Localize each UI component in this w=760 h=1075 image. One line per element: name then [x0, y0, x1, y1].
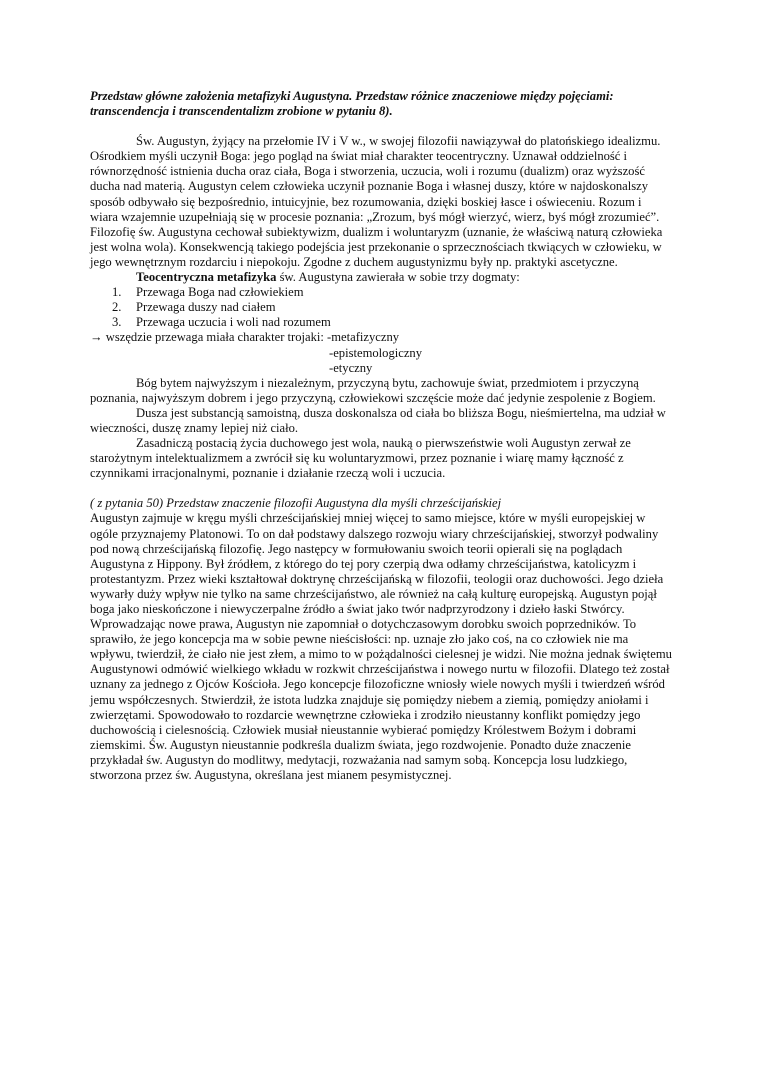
list-item: [90, 315, 672, 330]
list-number: 2.: [112, 300, 122, 315]
paragraph-augustyn-intro: Św. Augustyn, żyjący na przełomie IV i V w., w swojej filozofii nawiązywał do platońskiego idealizmu. Ośrodkiem myśli uczynił Boga: jego pogląd na świat miał charakter teocentryczny. Uznawał oddzielność i równorzędność istnienia ducha oraz ciała, Boga i stworzenia, uczucia, woli i rozumu (dualizm) oraz wyższość ducha nad materią. Augustyn celem człowieka uczynił poznanie Boga i własnej duszy, które w najdoskonalszy sposób odbywało się bezpośrednio, intuicyjnie, bez rozumowania, dzięki boskiej łasce i oświeceniu. Rozum i wiara wzajemnie uzupełniają się w procesie poznania: „Zrozum, byś mógł wierzyć, wierz, byś mógł zrozumieć”. Filozofię św. Augustyna cechował subiektywizm, dualizm i woluntaryzm (uznanie, że właściwą naturą człowieka jest wolna wola). Konsekwencją takiego podejścia jest przekonanie o sprzecznościach tkwiących w człowieku, w jego wewnętrznym rozdarciu i niepokoju. Zgodne z duchem augustynizmu były np. praktyki ascetyczne.: [90, 134, 663, 269]
list-item: [90, 285, 672, 300]
question-1-title: Przedstaw główne założenia metafizyki Augustyna. Przedstaw różnice znaczeniowe między pojęciami: transcendencja i transcendentalizm zrobione w pytaniu 8).: [90, 89, 614, 119]
arrow-line-text: wszędzie przewaga miała charakter trojaki: -metafizyczny: [102, 330, 400, 345]
spacer: [90, 481, 672, 496]
metaphysics-rest: św. Augustyna zawierała w sobie trzy dogmaty:: [276, 270, 520, 285]
list-number: 1.: [112, 285, 122, 300]
paragraph-metaphysics: [90, 270, 672, 285]
paragraph-christian-thought: Augustyn zajmuje w kręgu myśli chrześcijańskiej mniej więcej to samo miejsce, które w myśli europejskiej w ogóle przyznajemy Platonowi. To on dał podstawy dalszego rozwoju wiary chrześcijańskiej, stworzył podwaliny pod nową chrześcijańską filozofię. Jego następcy w formułowaniu swoich teorii opierali się na poglądach Augustyna z Hippony. Był źródłem, z którego do tej pory czerpią dwa odłamy chrześcijaństwa, katolicyzm i protestantyzm. Przez wieki kształtował doktrynę chrześcijańską w filozofii, teologii oraz duchowości. Jego dzieła wywarły duży wpływ nie tylko na same chrześcijaństwo, ale również na całą kulturę europejską. Augustyn pojął boga jako nieskończone i niewyczerpalne źródło a świat jako twór nadprzyrodzony i dzieło łaski Stwórcy. Wprowadzając nowe prawa, Augustyn nie zapomniał o dotychczasowym dorobku swoich poprzedników. To sprawiło, że jego koncepcja ma w sobie pewne nieścisłości: np. uznaje zło jako coś, na co człowiek nie ma wpływu, twierdził, że ciało nie jest złem, a mimo to w pożądalności cielesnej je widzi. Nie można jednak świętemu Augustynowi odmówić wielkiego wkładu w rozkwit chrześcijaństwa i nowego nurtu w filozofii. Dlatego też został uznany za jednego z Ojców Kościoła. Jego koncepcje filozoficzne wniosły wiele nowych myśli i twierdzeń wśród jemu współczesnych. Stwierdził, że istota ludzka znajduje się pomiędzy niebem a ziemią, pomiędzy aniołami i zwierzętami. Spowodowało to rozdarcie wewnętrzne człowieka i zrodziło nieustanny konflikt pomiędzy jego duchowością i cielesnością. Człowiek musiał nieustannie wybierać pomiędzy Królestwem Bożym i dobrami ziemskimi. Św. Augustyn nieustannie podkreśla dualizm świata, jego rozdwojenie. Ponadto duże znaczenie przykładał św. Augustyn do modlitwy, medytacji, rozważania nad samym sobą. Koncepcja losu ludzkiego, stworzona przez św. Augustyna, określana jest mianem pesymistycznej.: [90, 511, 672, 783]
arrow-line: [90, 330, 672, 345]
list-text: Przewaga uczucia i woli nad rozumem: [136, 315, 331, 330]
list-item: [90, 300, 672, 315]
spacer: [90, 119, 672, 134]
list-text: Przewaga Boga nad człowiekiem: [136, 285, 304, 300]
list-text: Przewaga duszy nad ciałem: [136, 300, 276, 315]
question-2-title: ( z pytania 50) Przedstaw znaczenie filozofii Augustyna dla myśli chrześcijańskiej: [90, 496, 502, 511]
paragraph-will: Zasadniczą postacią życia duchowego jest wola, nauką o pierwszeństwie woli Augustyn zerwał ze starożytnym intelektualizmem a zwrócił się ku woluntaryzmowi, przez poznanie i wiarę mamy łączność z czynnikami irracjonalnymi, poznanie i działanie rzeczą woli i uczucia.: [90, 436, 631, 481]
dogma-list: [90, 285, 672, 330]
metaphysics-bold: Teocentryczna metafizyka: [136, 270, 277, 285]
document-page: [90, 89, 672, 783]
paragraph-god: Bóg bytem najwyższym i niezależnym, przyczyną bytu, zachowuje świat, przedmiotem i przyczyną poznania, najwyższym dobrem i jego przyczyną, człowiekowi szczęście może dać jedynie zespolenie z Bogiem.: [90, 375, 656, 405]
trojaki-item: -epistemologiczny: [329, 345, 423, 360]
list-number: 3.: [112, 315, 122, 330]
arrow-right-icon: →: [90, 330, 103, 345]
paragraph-soul: Dusza jest substancją samoistną, dusza doskonalsza od ciała bo bliższa Bogu, nieśmiertelna, ma udział w wieczności, duszę znamy lepiej niż ciało.: [90, 405, 666, 435]
trojaki-item: -etyczny: [329, 360, 373, 375]
